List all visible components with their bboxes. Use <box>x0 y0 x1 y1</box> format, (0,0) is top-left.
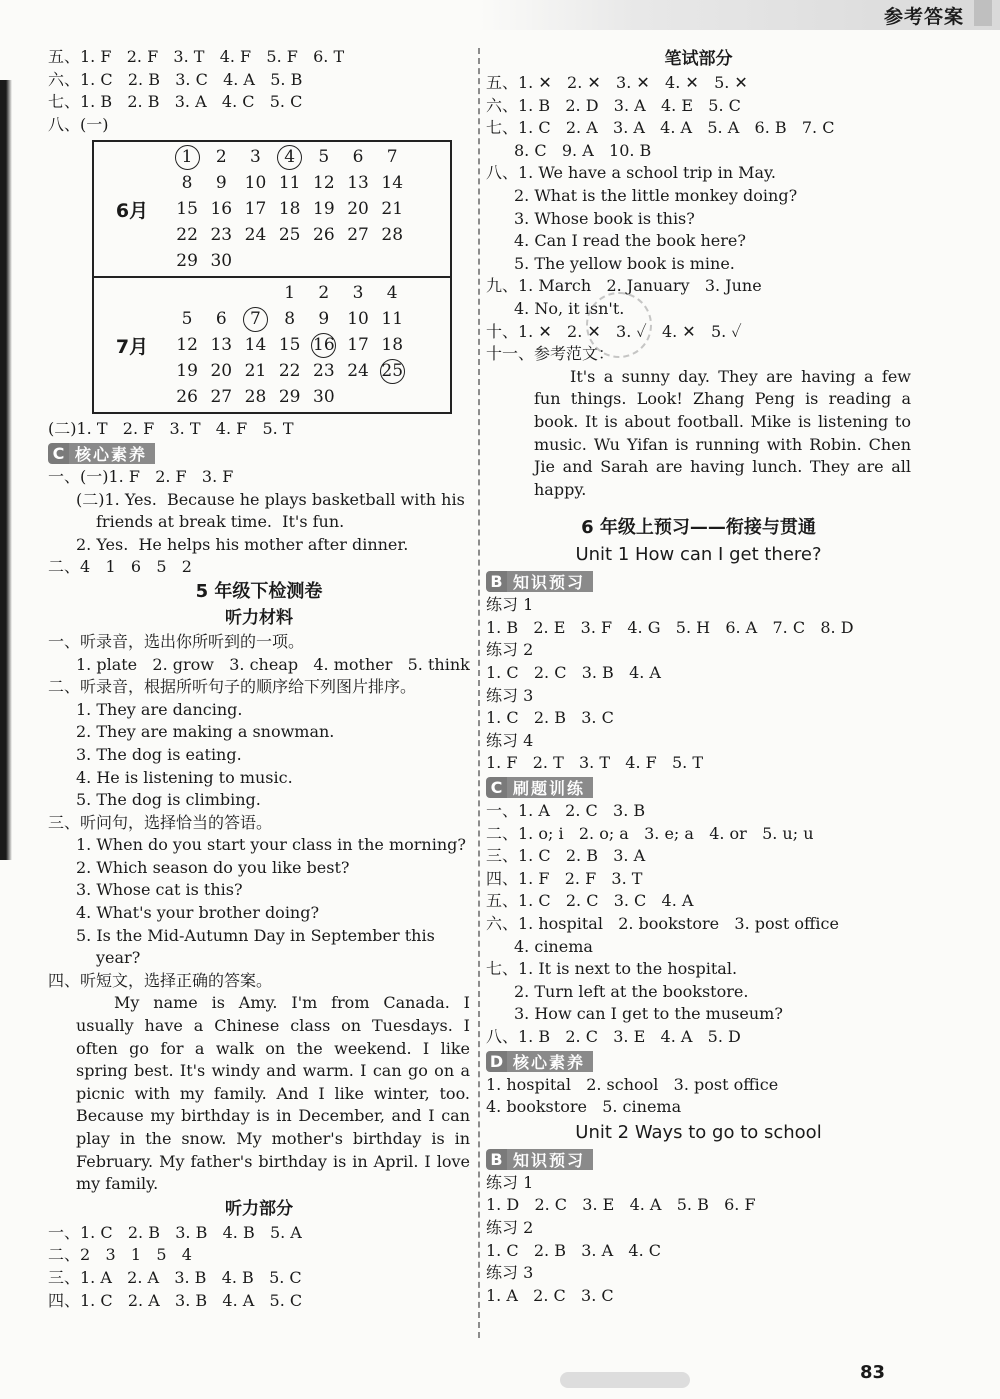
answer-line: 1. hospital 2. school 3. post office <box>486 1074 779 1094</box>
answer-line: 2. Yes. He helps his mother after dinner. <box>76 534 409 554</box>
answer-line: 2. Turn left at the bookstore. <box>514 981 749 1001</box>
calendar-day <box>307 248 341 274</box>
answer-line: 六、1. C 2. B 3. C 4. A 5. B <box>48 69 303 89</box>
question-line: 1. plate 2. grow 3. cheap 4. mother 5. think <box>76 654 470 674</box>
calendar-day: 25 <box>375 358 409 384</box>
badge-letter: C <box>48 443 69 464</box>
column-divider <box>478 48 480 1338</box>
calendar-day: 19 <box>176 361 198 382</box>
calendar-month-label: 6月 <box>115 199 149 222</box>
section-heading: 5 年级下检测卷 <box>195 580 323 602</box>
listening-passage: My name is Amy. I'm from Canada. I usually have a Chinese class on Tuesdays. I often go for a walk on the weekend. I like spring best. It's windy and warm. I can go on a picnic with my family. And I like winter, too. Because my birthday is in December, and I can play in the snow. My mother's birthday is in February. My father's birthday is in April. I love my family. <box>76 993 470 1194</box>
answer-line: 4. No, it isn't. <box>514 298 625 318</box>
question-line: 2. Which season do you like best? <box>76 857 350 877</box>
calendar-day: 18 <box>278 199 301 220</box>
calendar-day: 24 <box>244 225 267 246</box>
answer-line: 三、1. C 2. B 3. A <box>486 846 646 866</box>
unit-title: Unit 2 Ways to go to school <box>575 1121 822 1143</box>
answer-line: 四、1. C 2. A 3. B 4. A 5. C <box>48 1290 303 1310</box>
calendar-day <box>341 384 375 410</box>
calendar-day: 23 <box>210 225 233 246</box>
section-badge <box>486 571 593 592</box>
calendar-day: 3 <box>250 147 261 168</box>
question-line: 3. The dog is eating. <box>76 744 242 764</box>
calendar-day: 24 <box>347 361 369 382</box>
badge-text: 知识预习 <box>507 571 593 592</box>
answer-line: 一、1. A 2. C 3. B <box>486 801 646 821</box>
section-badge <box>48 443 155 464</box>
calendar-day <box>238 248 272 274</box>
calendar-day: 20 <box>347 199 369 220</box>
calendar-grid <box>170 144 409 274</box>
practice-label: 练习 3 <box>486 685 534 705</box>
section-badge <box>486 1051 593 1072</box>
calendar-day: 28 <box>381 225 404 246</box>
calendar-day: 12 <box>176 335 198 356</box>
answer-line: (二)1. Yes. Because he plays basketball with his <box>76 489 465 509</box>
answer-line: 1. F 2. T 3. T 4. F 5. T <box>486 753 704 773</box>
calendar-day: 25 <box>278 225 301 246</box>
practice-label: 练习 2 <box>486 1217 534 1237</box>
calendar-day: 27 <box>347 225 369 246</box>
answer-line: 八、1. We have a school trip in May. <box>486 163 777 183</box>
answer-line: 八、1. B 2. C 3. E 4. A 5. D <box>486 1026 741 1046</box>
practice-label: 练习 1 <box>486 595 534 615</box>
badge-letter: D <box>486 1051 507 1072</box>
calendar-july <box>94 276 450 412</box>
calendar-day: 9 <box>318 309 330 330</box>
badge-text: 刷题训练 <box>507 777 593 798</box>
question-line: 1. When do you start your class in the morning? <box>76 835 466 855</box>
calendar-day: 17 <box>347 335 369 356</box>
calendar-day <box>170 280 204 306</box>
calendar-day <box>341 248 375 274</box>
calendar-day: 7 <box>238 306 272 332</box>
sample-essay: It's a sunny day. They are having a few fun things. Look! Zhang Peng is reading a book. It is about football. Mike is listening to music. Wu Yifan is running with Robin. Chen Jie and Sarah are having lunch. They are all happy. <box>534 366 911 499</box>
badge-letter: B <box>486 571 507 592</box>
bottom-decoration <box>560 1372 690 1388</box>
question-line: 四、听短文，选择正确的答案。 <box>48 970 273 990</box>
calendar-day: 12 <box>313 173 335 194</box>
answer-line: 五、1. F 2. F 3. T 4. F 5. F 6. T <box>48 47 345 66</box>
calendar-day: 29 <box>176 251 198 272</box>
calendar-day: 1 <box>170 144 204 170</box>
calendar-day: 17 <box>244 199 267 220</box>
answer-line: 1. A 2. C 3. C <box>486 1285 614 1305</box>
calendar-day: 16 <box>210 199 233 220</box>
calendar-day <box>204 280 238 306</box>
section-badge <box>486 1149 593 1170</box>
calendar-day: 5 <box>318 147 330 168</box>
answer-line: 5. The yellow book is mine. <box>514 253 735 273</box>
practice-label: 练习 3 <box>486 1263 534 1283</box>
calendar-day: 29 <box>278 387 301 408</box>
answer-line: 七、1. B 2. B 3. A 4. C 5. C <box>48 92 303 112</box>
practice-label: 练习 1 <box>486 1172 534 1192</box>
calendar-day: 8 <box>181 173 193 194</box>
answer-line: 十一、参考范文： <box>486 344 615 364</box>
calendar-day: 21 <box>244 361 267 382</box>
answer-line: 4. Can I read the book here? <box>514 231 746 251</box>
answer-line: 3. How can I get to the museum? <box>514 1004 783 1024</box>
answer-line: 六、1. B 2. D 3. A 4. E 5. C <box>486 95 741 115</box>
practice-label: 练习 2 <box>486 640 534 660</box>
badge-text: 核心素养 <box>69 443 155 464</box>
calendar-day: 20 <box>210 361 233 382</box>
answer-line: 九、1. March 2. January 3. June <box>486 276 762 296</box>
answer-line: 七、1. C 2. A 3. A 4. A 5. A 6. B 7. C <box>486 118 835 138</box>
calendar-day: 22 <box>176 225 198 246</box>
calendar-day: 18 <box>381 335 404 356</box>
calendar-day: 21 <box>381 199 404 220</box>
answer-line: 1. C 2. C 3. B 4. A <box>486 663 661 683</box>
badge-text: 知识预习 <box>507 1149 593 1170</box>
badge-letter: C <box>486 777 507 798</box>
question-line: 三、听问句，选择恰当的答语。 <box>48 812 273 832</box>
calendar-day: 8 <box>284 309 296 330</box>
answer-line: 二、2 3 1 5 4 <box>48 1245 192 1265</box>
badge-text: 核心素养 <box>507 1051 593 1072</box>
stamp-mark <box>586 292 652 358</box>
answer-line: 1. D 2. C 3. E 4. A 5. B 6. F <box>486 1195 756 1215</box>
calendar-day: 26 <box>313 225 335 246</box>
question-line: 5. Is the Mid-Autumn Day in September this <box>76 925 435 945</box>
section-heading: 听力部分 <box>225 1198 293 1219</box>
answer-line: 二、1. o; i 2. o; a 3. e; a 4. or 5. u; u <box>486 823 814 843</box>
calendar-day: 15 <box>278 335 301 356</box>
question-line: 4. What's your brother doing? <box>76 903 320 923</box>
answer-line: friends at break time. It's fun. <box>96 512 345 532</box>
left-column <box>48 46 470 1312</box>
calendar-month-label: 7月 <box>115 335 149 358</box>
question-line: 一、听录音，选出你所听到的一项。 <box>48 631 305 651</box>
answer-line: 十、1. ✕ 2. ✕ 3. ✓ 4. ✕ 5. ✓ <box>486 321 742 341</box>
calendar-day <box>375 248 409 274</box>
page-number: 83 <box>860 1362 886 1383</box>
calendar-day: 9 <box>215 173 227 194</box>
practice-label: 练习 4 <box>486 730 534 750</box>
answer-line: 六、1. hospital 2. bookstore 3. post office <box>486 914 839 933</box>
calendar-day: 22 <box>278 361 301 382</box>
calendar-day <box>273 248 307 274</box>
calendar-day: 26 <box>176 387 198 408</box>
answer-line: 四、1. F 2. F 3. T <box>486 868 643 888</box>
calendar-day: 11 <box>278 173 301 194</box>
answer-line: 五、1. C 2. C 3. C 4. A <box>486 891 694 911</box>
calendar-day: 27 <box>210 387 233 408</box>
calendar-day: 13 <box>347 173 369 194</box>
badge-letter: B <box>486 1149 507 1170</box>
calendar-day: 3 <box>352 283 364 304</box>
calendar-day: 5 <box>181 309 193 330</box>
answer-line: 3. Whose book is this? <box>514 208 695 228</box>
header-bar <box>480 0 1000 30</box>
question-line: 二、听录音，根据所听句子的顺序给下列图片排序。 <box>48 677 417 697</box>
question-line: 4. He is listening to music. <box>76 767 293 787</box>
answer-line: 2. What is the little monkey doing? <box>514 185 798 205</box>
answer-line: 1. C 2. B 3. A 4. C <box>486 1240 661 1260</box>
right-column <box>486 46 911 1307</box>
calendar-june <box>94 142 450 276</box>
calendar-day: 2 <box>215 147 227 168</box>
calendar-day: 2 <box>318 283 330 304</box>
calendar-day <box>375 384 409 410</box>
unit-title: Unit 1 How can I get there? <box>575 544 822 566</box>
calendar-day: 30 <box>313 387 335 408</box>
calendar-day: 1 <box>284 283 296 304</box>
question-line: 1. They are dancing. <box>76 699 243 719</box>
question-line: year? <box>96 948 141 968</box>
header-title: 参考答案 <box>883 6 964 28</box>
answer-line: 8. C 9. A 10. B <box>514 140 652 160</box>
calendar-day: 6 <box>352 147 364 168</box>
answer-line: 八、(一) <box>48 114 109 134</box>
answer-line: 1. C 2. B 3. C <box>486 708 614 728</box>
answer-line: 七、1. It is next to the hospital. <box>486 959 738 979</box>
question-line: 2. They are making a snowman. <box>76 722 335 742</box>
calendar-day: 7 <box>386 147 398 168</box>
calendar-day <box>238 280 272 306</box>
calendar-day: 19 <box>313 199 335 220</box>
calendar-day: 6 <box>215 309 227 330</box>
calendar-day: 11 <box>381 309 404 330</box>
calendar-day: 10 <box>347 309 369 330</box>
header-tab-decoration <box>974 0 992 26</box>
calendar-day: 30 <box>210 251 233 272</box>
answer-line: 五、1. ✕ 2. ✕ 3. ✕ 4. ✕ 5. ✕ <box>486 73 748 92</box>
calendar-day: 14 <box>381 173 404 194</box>
answer-line: 4. bookstore 5. cinema <box>486 1097 682 1117</box>
answer-line: 1. B 2. E 3. F 4. G 5. H 6. A 7. C 8. D <box>486 617 854 637</box>
answer-line: 4. cinema <box>514 936 593 956</box>
calendar-table <box>92 140 452 414</box>
calendar-day: 4 <box>273 144 307 170</box>
section-heading: 听力材料 <box>225 607 293 628</box>
answer-line: 三、1. A 2. A 3. B 4. B 5. C <box>48 1267 302 1287</box>
calendar-day: 4 <box>386 283 398 304</box>
answer-line: 二、4 1 6 5 2 <box>48 557 192 577</box>
question-line: 3. Whose cat is this? <box>76 880 243 900</box>
answer-line: (二)1. T 2. F 3. T 4. F 5. T <box>48 419 294 439</box>
section-badge <box>486 777 593 798</box>
calendar-day: 14 <box>244 335 267 356</box>
answer-line: 一、(一)1. F 2. F 3. F <box>48 466 234 486</box>
section-heading: 笔试部分 <box>664 49 733 69</box>
page-edge-shadow <box>0 80 16 860</box>
calendar-day: 13 <box>210 335 233 356</box>
answer-line: 一、1. C 2. B 3. B 4. B 5. A <box>48 1222 302 1242</box>
calendar-day: 23 <box>313 361 335 382</box>
calendar-day: 15 <box>176 199 198 220</box>
question-line: 5. The dog is climbing. <box>76 790 261 810</box>
calendar-day: 28 <box>244 387 267 408</box>
calendar-day: 16 <box>307 332 341 358</box>
section-heading: 6 年级上预习——衔接与贯通 <box>581 517 816 539</box>
calendar-grid <box>170 280 409 410</box>
calendar-day: 10 <box>244 173 267 194</box>
